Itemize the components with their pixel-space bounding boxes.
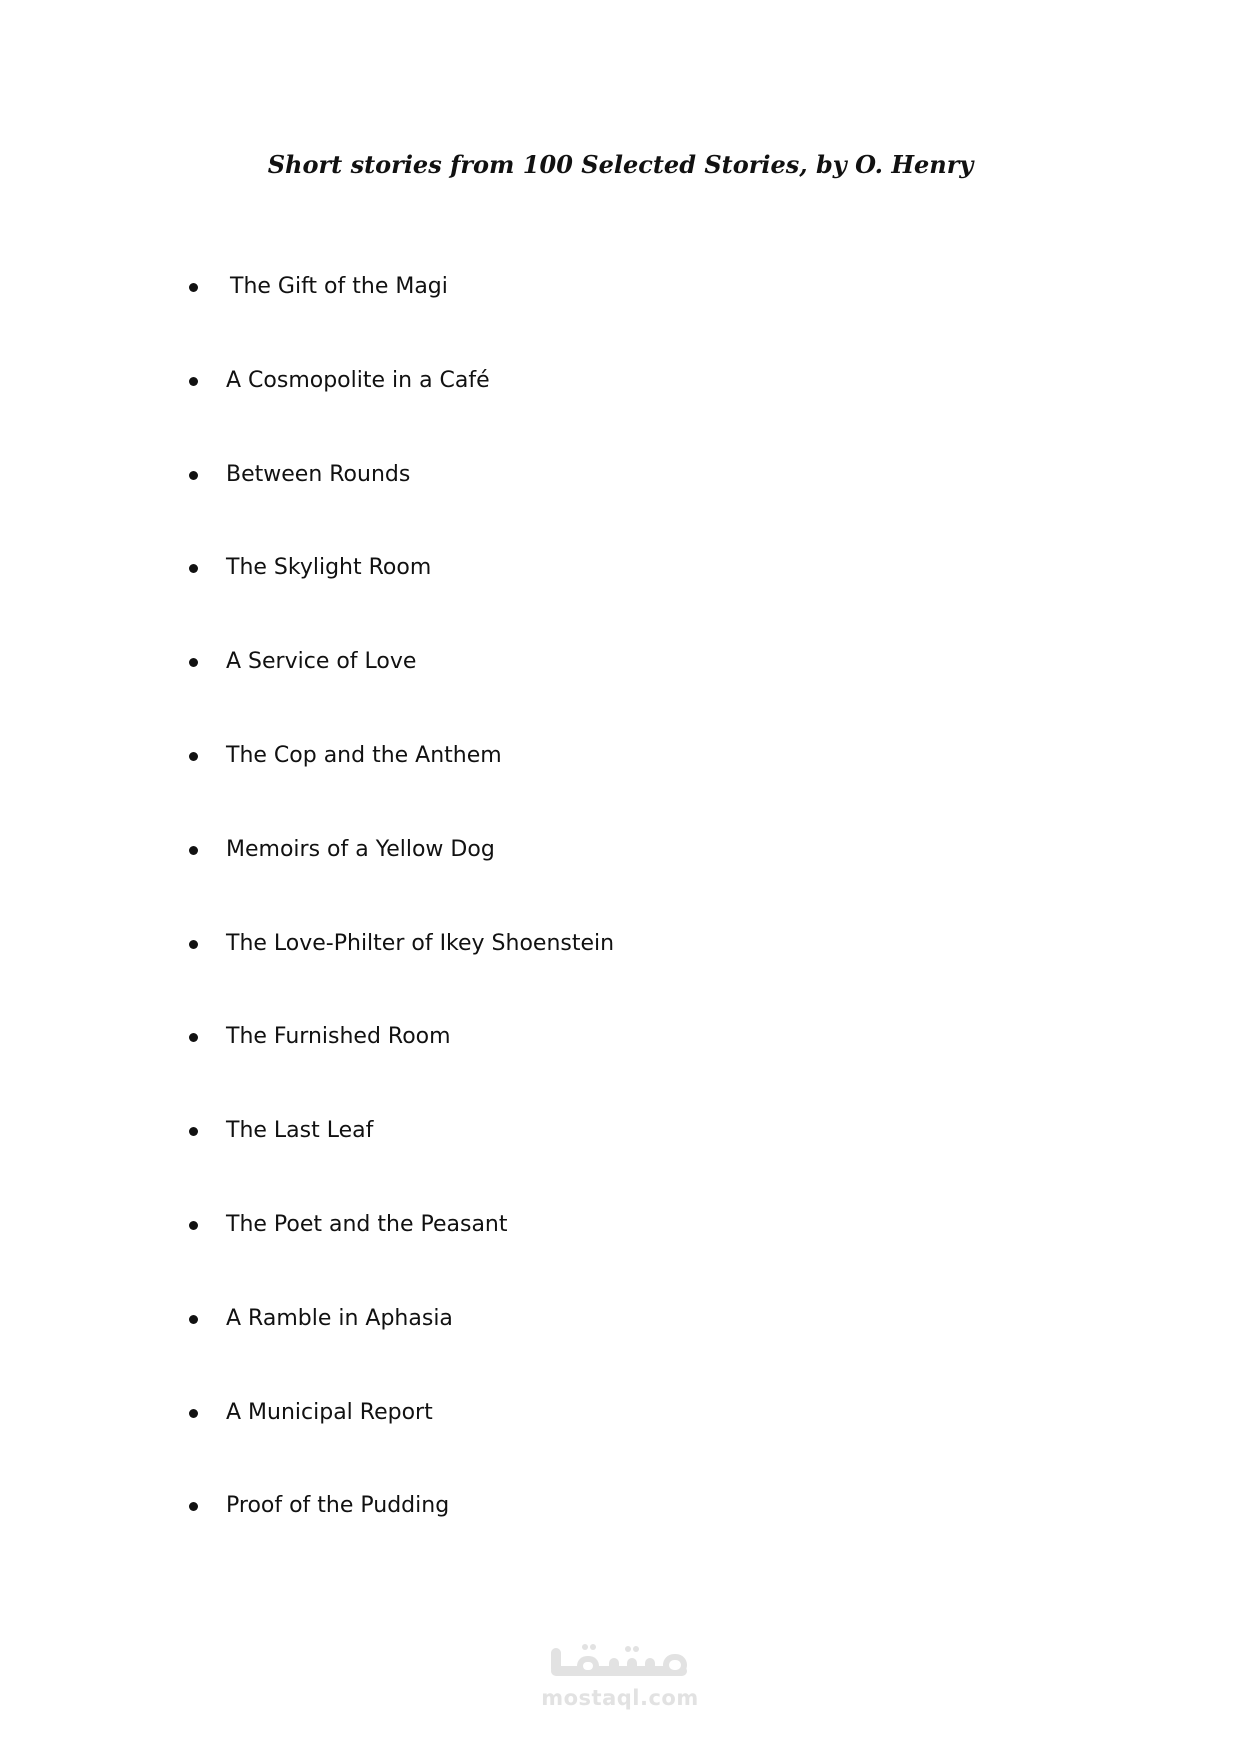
bullet-icon: [189, 1502, 198, 1511]
bullet-icon: [189, 658, 198, 667]
story-title: The Last Leaf: [226, 1118, 374, 1144]
story-title: Memoirs of a Yellow Dog: [226, 836, 495, 862]
story-title: A Ramble in Aphasia: [226, 1305, 453, 1331]
story-title: The Skylight Room: [226, 555, 432, 581]
story-title: The Love-Philter of Ikey Shoenstein: [226, 930, 615, 956]
page-title: Short stories from 100 Selected Stories, by O. Henry: [267, 150, 974, 179]
story-title: The Furnished Room: [226, 1024, 451, 1050]
bullet-icon: [189, 846, 198, 855]
story-title: A Cosmopolite in a Café: [226, 367, 490, 393]
mostaql-watermark: [520, 1640, 720, 1720]
story-title: The Poet and the Peasant: [226, 1211, 508, 1237]
watermark-domain: mostaql.com: [541, 1686, 699, 1710]
bullet-icon: [189, 1315, 198, 1324]
bullet-icon: [189, 471, 198, 480]
bullet-icon: [189, 283, 198, 292]
story-title: A Service of Love: [226, 649, 417, 675]
bullet-icon: [189, 1127, 198, 1136]
story-title: Proof of the Pudding: [226, 1493, 450, 1519]
story-title: A Municipal Report: [226, 1399, 433, 1425]
bullet-icon: [189, 940, 198, 949]
mostaql-logo-icon: [545, 1640, 695, 1684]
story-title: The Gift of the Magi: [230, 274, 448, 299]
bullet-icon: [189, 564, 198, 573]
bullet-icon: [189, 377, 198, 386]
bullet-icon: [189, 1409, 198, 1418]
bullet-icon: [189, 1033, 198, 1042]
bullet-icon: [189, 1221, 198, 1230]
story-title: The Cop and the Anthem: [226, 742, 502, 768]
bullet-icon: [189, 752, 198, 761]
story-title: Between Rounds: [226, 461, 411, 487]
